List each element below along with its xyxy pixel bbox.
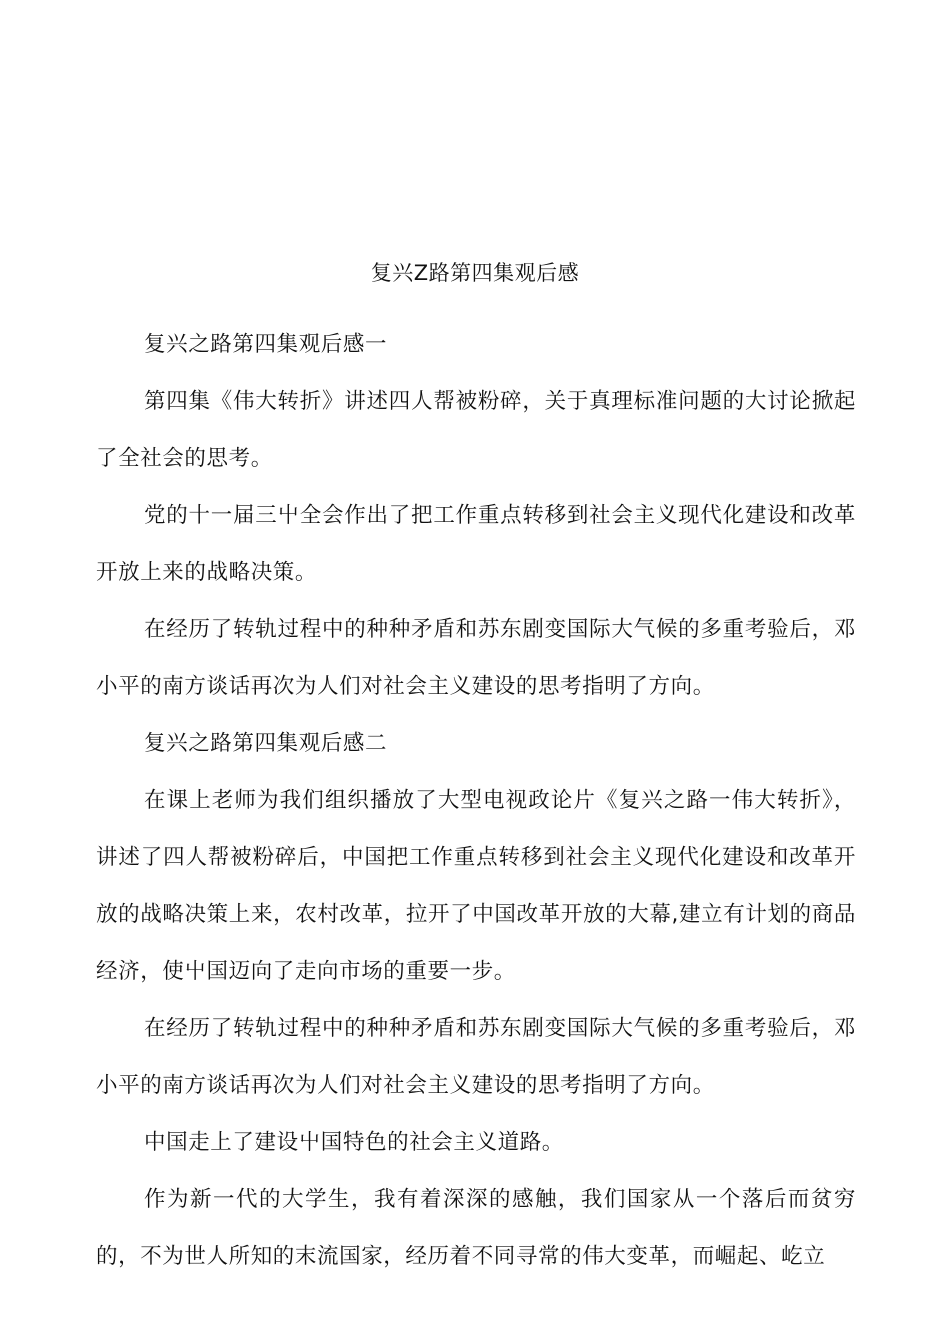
paragraph: 党的十一届三屮全会作出了把工作重点转移到社会主义现代化建设和改革开放上来的战略决策。 [96,503,856,585]
paragraph: 在经历了转轨过程中的种种矛盾和苏东剧变国际大气候的多重考验后，邓小平的南方谈话再次为人们对社会主义建设的思考指明了方向。 [96,617,856,699]
document-body [96,316,856,1285]
document-title: 复兴Z路第四集观后感 [370,261,580,285]
paragraph: 在课上老师为我们组织播放了大型电视政论片《复兴之路一伟大转折》，讲述了四人帮被粉碎后，中国把工作重点转移到社会主义现代化建设和改革开放的战略决策上来，农村改革，拉开了中国改革开放的大幕,建立有计划的商品经济，使屮国迈向了走向市场的重要一步。 [96,788,856,984]
paragraph: 作为新一代的大学生，我有着深深的感触，我们国家从一个落后而贫穷的，不为世人所知的末流国家，经历着不同寻常的伟大变革，而崛起、屹立 [96,1187,856,1269]
paragraph: 在经历了转轨过程中的种种矛盾和苏东剧变国际大气候的多重考验后，邓小平的南方谈话再次为人们对社会主义建设的思考指明了方向。 [96,1016,856,1098]
paragraph: 第四集《伟大转折》讲述四人帮被粉碎，关于真理标准问题的大讨论掀起了全社会的思考。 [96,389,856,471]
paragraph: 中国走上了建设屮国特色的社会主义道路。 [144,1130,564,1155]
section-heading-2: 复兴之路第四集观后感二 [144,731,388,756]
section-heading-1: 复兴之路第四集观后感一 [144,332,388,357]
